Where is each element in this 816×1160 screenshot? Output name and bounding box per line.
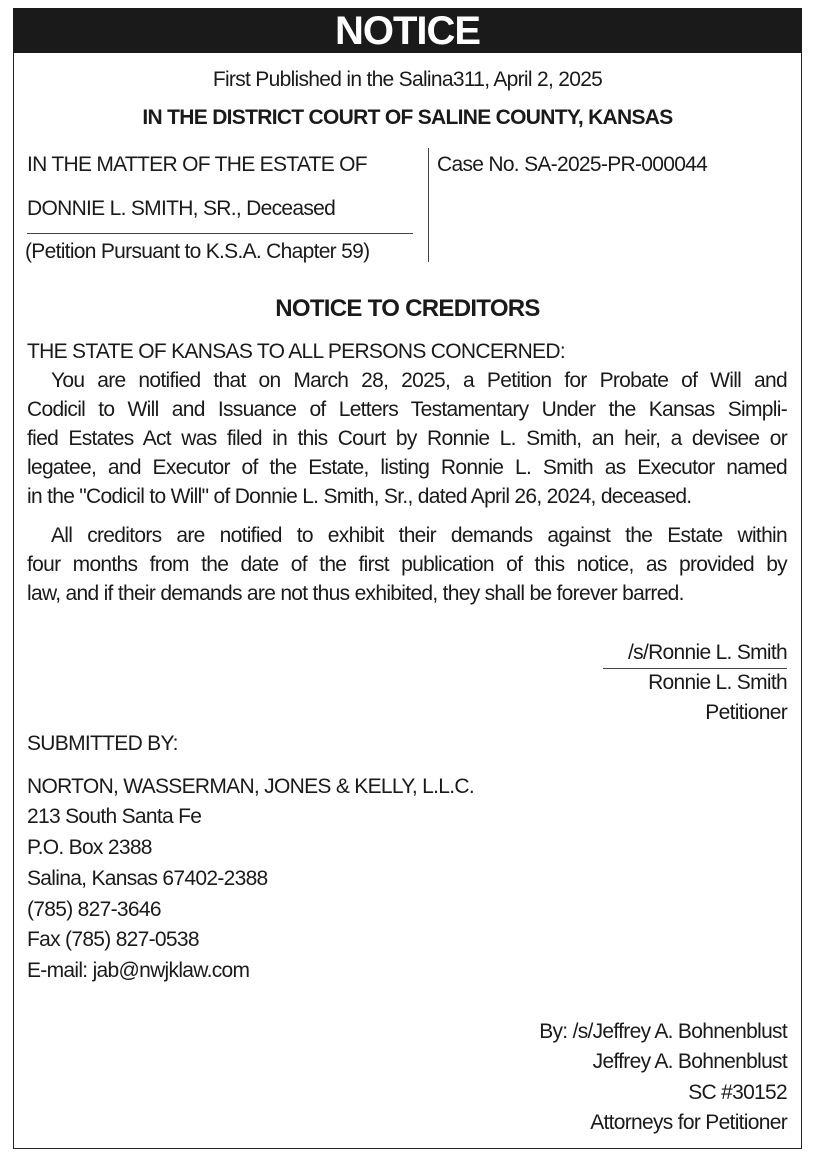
body-line: legatee, and Executor of the Estate, listing Ronnie L. Smith as Executor named: [27, 456, 787, 479]
petitioner-signature: /s/Ronnie L. Smith: [628, 641, 787, 664]
attorney-name: Jeffrey A. Bohnenblust: [592, 1050, 787, 1073]
attorney-bar-number: SC #30152: [688, 1081, 787, 1104]
body-line: All creditors are notified to exhibit their demands against the Estate within: [51, 524, 787, 547]
body-line: four months from the date of the first publication of this notice, as provided by: [27, 553, 787, 576]
caption-divider: [27, 233, 413, 234]
court-heading: IN THE DISTRICT COURT OF SALINE COUNTY, KANSAS: [142, 106, 673, 129]
attorney-signature: By: /s/Jeffrey A. Bohnenblust: [539, 1020, 787, 1043]
body-line: You are notified that on March 28, 2025, a Petition for Probate of Will and: [51, 369, 787, 392]
body-line: fied Estates Act was filed in this Court by Ronnie L. Smith, an heir, a devisee or: [27, 427, 787, 450]
petition-basis: (Petition Pursuant to K.S.A. Chapter 59): [25, 240, 370, 263]
caption-vertical-divider: [428, 148, 429, 262]
case-number: Case No. SA-2025-PR-000044: [437, 153, 708, 176]
signature-line: [603, 668, 787, 669]
matter-line-1: IN THE MATTER OF THE ESTATE OF: [27, 153, 367, 176]
firm-phone: (785) 827-3646: [27, 898, 161, 921]
attorney-role: Attorneys for Petitioner: [590, 1111, 787, 1134]
petitioner-name: Ronnie L. Smith: [648, 671, 787, 694]
submitted-by: SUBMITTED BY:: [27, 732, 178, 755]
notice-title: NOTICE TO CREDITORS: [275, 295, 540, 322]
salutation: THE STATE OF KANSAS TO ALL PERSONS CONCERNED:: [27, 340, 565, 363]
firm-address: 213 South Santa Fe: [27, 805, 202, 828]
firm-name: NORTON, WASSERMAN, JONES & KELLY, L.L.C.: [27, 775, 474, 798]
matter-line-2: DONNIE L. SMITH, SR., Deceased: [27, 197, 336, 220]
body-line: Codicil to Will and Issuance of Letters Testamentary Under the Kansas Simpli-: [27, 398, 787, 421]
body-line: in the "Codicil to Will" of Donnie L. Smith, Sr., dated April 26, 2024, deceased.: [27, 485, 692, 508]
firm-city: Salina, Kansas 67402-2388: [27, 867, 268, 890]
firm-po-box: P.O. Box 2388: [27, 836, 152, 859]
petitioner-role: Petitioner: [705, 701, 787, 724]
notice-header: NOTICE: [13, 8, 802, 53]
firm-fax: Fax (785) 827-0538: [27, 928, 199, 951]
body-line: law, and if their demands are not thus exhibited, they shall be forever barred.: [27, 582, 684, 605]
publication-line: First Published in the Salina311, April 2, 2025: [212, 68, 603, 91]
firm-email: E-mail: jab@nwjklaw.com: [27, 959, 250, 982]
